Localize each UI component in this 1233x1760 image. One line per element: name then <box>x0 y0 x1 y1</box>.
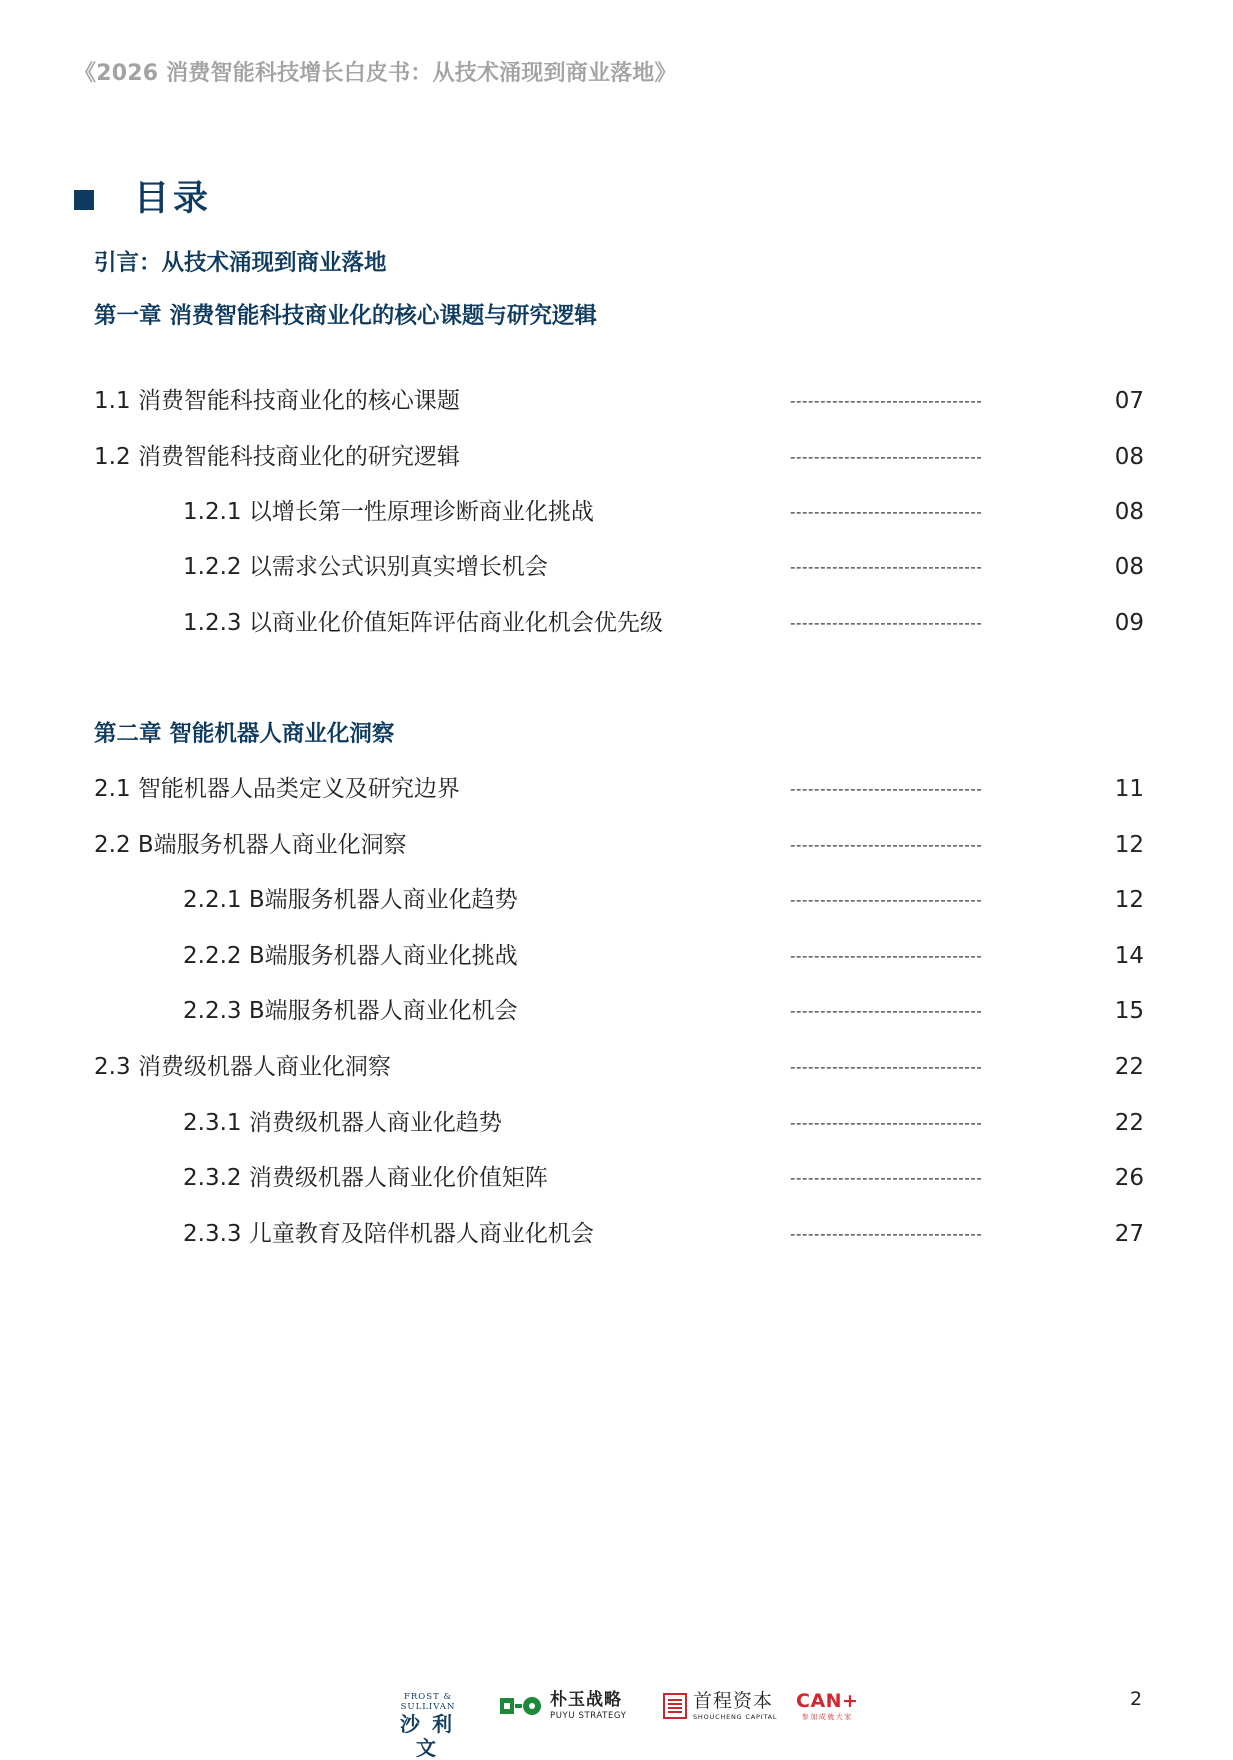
toc-leader: -------------------------------- <box>790 448 983 466</box>
toc-entry[interactable] <box>0 1050 1233 1084</box>
toc-page-number: 22 <box>1114 1110 1144 1136</box>
toc-entry-label: 2.3 消费级机器人商业化洞察 <box>94 1054 391 1080</box>
toc-entry[interactable] <box>0 1217 1233 1251</box>
toc-leader: -------------------------------- <box>790 1225 983 1243</box>
frost-sullivan-logo <box>378 1692 478 1760</box>
toc-heading <box>74 179 213 219</box>
footer-logos <box>0 1690 1233 1760</box>
toc-entry[interactable] <box>0 495 1233 529</box>
can-plus-text: CAN+ <box>796 1690 859 1712</box>
toc-entry[interactable] <box>0 883 1233 917</box>
puyu-en: PUYU STRATEGY <box>550 1711 627 1721</box>
shoucheng-capital-logo <box>663 1692 777 1721</box>
toc-entry[interactable] <box>0 550 1233 584</box>
toc-page-number: 12 <box>1114 832 1144 858</box>
toc-page-number: 09 <box>1114 610 1144 636</box>
toc-page-number: 14 <box>1114 943 1144 969</box>
shoucheng-en: SHOUCHENG CAPITAL <box>693 1713 778 1721</box>
toc-leader: -------------------------------- <box>790 1002 983 1020</box>
toc-leader: -------------------------------- <box>790 891 983 909</box>
toc-entry-label: 1.1 消费智能科技商业化的核心课题 <box>94 388 460 414</box>
toc-entry[interactable] <box>0 440 1233 474</box>
toc-entry-label: 1.2 消费智能科技商业化的研究逻辑 <box>94 444 460 470</box>
toc-entry[interactable] <box>0 1106 1233 1140</box>
toc-page-number: 22 <box>1114 1054 1144 1080</box>
shoucheng-mark-icon <box>663 1693 687 1719</box>
document-header: 《2026 消费智能科技增长白皮书：从技术涌现到商业落地》 <box>74 61 677 86</box>
toc-leader: -------------------------------- <box>790 780 983 798</box>
toc-page-number: 12 <box>1114 887 1144 913</box>
toc-page-number: 27 <box>1114 1221 1144 1247</box>
chapter-title[interactable]: 第一章 消费智能科技商业化的核心课题与研究逻辑 <box>94 303 597 329</box>
shoucheng-cn: 首程资本 <box>693 1690 774 1712</box>
toc-leader: -------------------------------- <box>790 392 983 410</box>
toc-entry-label: 2.2.2 B端服务机器人商业化挑战 <box>183 943 518 969</box>
toc-entry[interactable] <box>0 1161 1233 1195</box>
toc-leader: -------------------------------- <box>790 1114 983 1132</box>
toc-entry-label: 2.3.2 消费级机器人商业化价值矩阵 <box>183 1165 548 1191</box>
toc-entry[interactable] <box>0 994 1233 1028</box>
toc-leader: -------------------------------- <box>790 558 983 576</box>
toc-entry-label: 1.2.3 以商业化价值矩阵评估商业化机会优先级 <box>183 610 663 636</box>
toc-entry-label: 1.2.1 以增长第一性原理诊断商业化挑战 <box>183 499 594 525</box>
puyu-strategy-logo <box>500 1692 627 1721</box>
frost-sullivan-cn: 沙利文 <box>400 1712 464 1760</box>
can-plus-slogan: 参加成就大家 <box>801 1713 853 1721</box>
toc-entry[interactable] <box>0 939 1233 973</box>
toc-entry[interactable] <box>0 828 1233 862</box>
toc-page-number: 11 <box>1114 776 1144 802</box>
toc-entry-label: 2.3.1 消费级机器人商业化趋势 <box>183 1110 502 1136</box>
page-number: 2 <box>1130 1688 1143 1710</box>
toc-leader: -------------------------------- <box>790 614 983 632</box>
toc-entry-label: 1.2.2 以需求公式识别真实增长机会 <box>183 554 548 580</box>
toc-leader: -------------------------------- <box>790 503 983 521</box>
toc-leader: -------------------------------- <box>790 1058 983 1076</box>
toc-entry-label: 2.2 B端服务机器人商业化洞察 <box>94 832 407 858</box>
toc-page-number: 08 <box>1114 499 1144 525</box>
toc-page-number: 26 <box>1114 1165 1144 1191</box>
toc-entry-label: 2.2.1 B端服务机器人商业化趋势 <box>183 887 518 913</box>
toc-leader: -------------------------------- <box>790 1169 983 1187</box>
toc-intro[interactable]: 引言：从技术涌现到商业落地 <box>94 250 387 276</box>
toc-entry-label: 2.3.3 儿童教育及陪伴机器人商业化机会 <box>183 1221 594 1247</box>
frost-sullivan-en: FROST & SULLIVAN <box>400 1692 456 1712</box>
toc-entry-label: 2.1 智能机器人品类定义及研究边界 <box>94 776 460 802</box>
can-plus-logo <box>796 1692 858 1721</box>
toc-page-number: 07 <box>1114 388 1144 414</box>
toc-entry[interactable] <box>0 772 1233 806</box>
toc-leader: -------------------------------- <box>790 836 983 854</box>
toc-page-number: 08 <box>1114 444 1144 470</box>
chapter-title[interactable]: 第二章 智能机器人商业化洞察 <box>94 721 395 747</box>
toc-entry-label: 2.2.3 B端服务机器人商业化机会 <box>183 998 518 1024</box>
puyu-cn: 朴玉战略 <box>550 1690 622 1710</box>
toc-title: 目录 <box>134 179 213 219</box>
toc-page-number: 08 <box>1114 554 1144 580</box>
puyu-mark-icon <box>500 1697 541 1715</box>
toc-entry[interactable] <box>0 384 1233 418</box>
toc-page-number: 15 <box>1114 998 1144 1024</box>
heading-square-icon <box>74 190 94 210</box>
toc-entry[interactable] <box>0 606 1233 640</box>
toc-leader: -------------------------------- <box>790 947 983 965</box>
